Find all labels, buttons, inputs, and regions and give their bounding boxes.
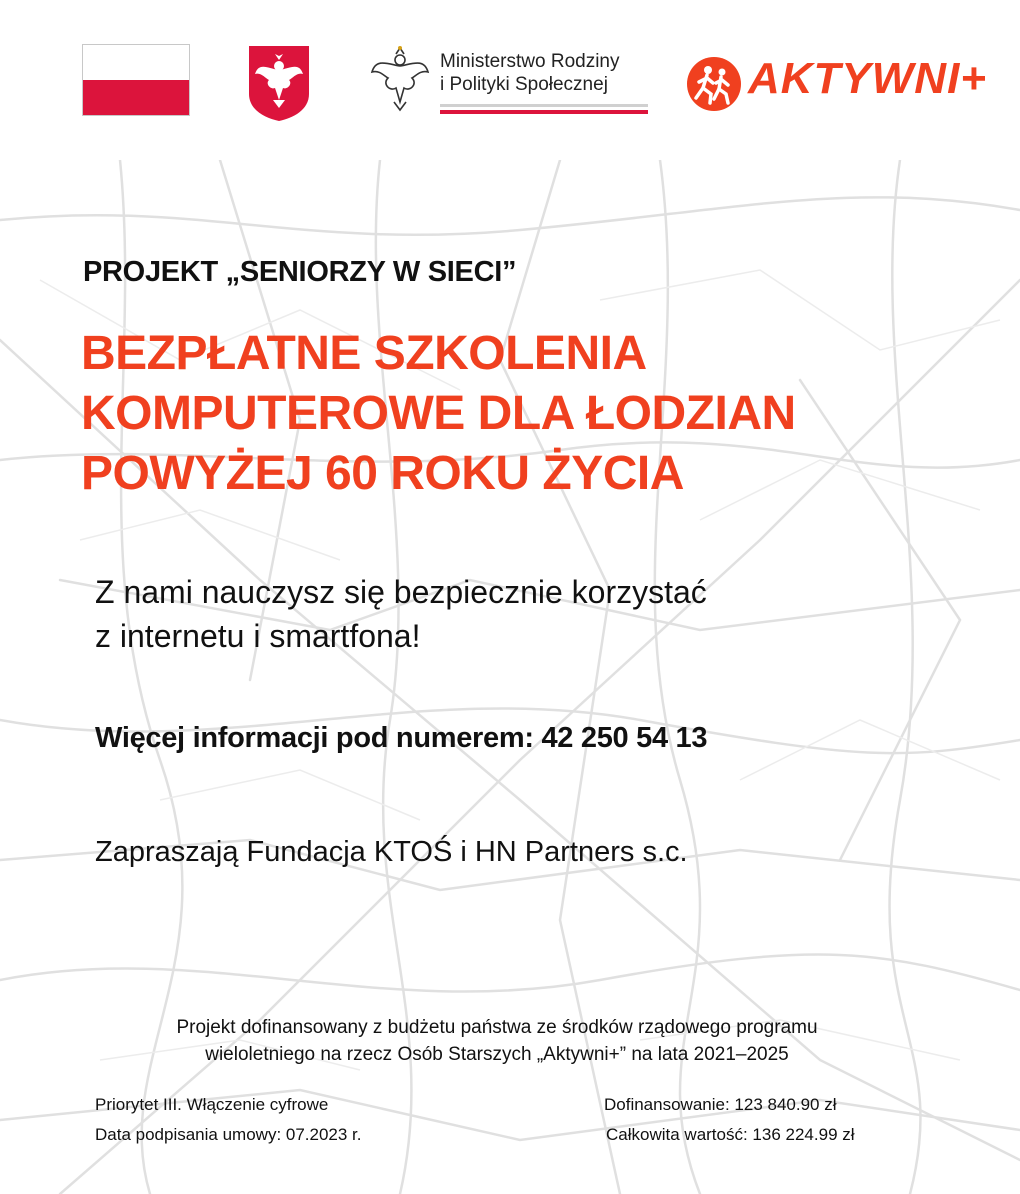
funding-note-line-1: Projekt dofinansowany z budżetu państwa ze środków rządowego programu	[176, 1017, 818, 1038]
cofunding-amount: Dofinansowanie: 123 840.90 zł	[604, 1095, 837, 1114]
contract-date-text: Data podpisania umowy: 07.2023 r.	[95, 1125, 362, 1144]
ministry-name	[440, 50, 620, 96]
intro-line-1: Z nami nauczysz się bezpiecznie korzystać	[95, 574, 707, 610]
headline	[81, 324, 796, 504]
ministry-name-line2: i Polityki Społecznej	[440, 74, 608, 95]
ministry-bar-grey	[440, 104, 648, 107]
headline-line-2: KOMPUTEROWE DLA ŁODZIAN	[81, 387, 796, 440]
project-label: PROJEKT „SENIORZY W SIECI”	[83, 256, 517, 288]
invitation-text: Zapraszają Fundacja KTOŚ i HN Partners s.c.	[95, 836, 688, 868]
intro-line-2: z internetu i smartfona!	[95, 618, 421, 654]
runners-icon	[686, 56, 742, 112]
ministry-bar-red	[440, 110, 648, 114]
polish-flag	[82, 44, 190, 116]
headline-line-1: BEZPŁATNE SZKOLENIA	[81, 327, 647, 380]
ministry-name-line1: Ministerstwo Rodziny	[440, 51, 620, 72]
ministry-logo	[368, 44, 650, 118]
aktywni-logo	[686, 52, 987, 116]
contact-phone-info: Więcej informacji pod numerem: 42 250 54 13	[95, 722, 708, 754]
headline-line-3: POWYŻEJ 60 ROKU ŻYCIA	[81, 447, 684, 500]
aktywni-wordmark: AKTYWNI+	[748, 54, 987, 103]
coat-of-arms-icon	[247, 44, 311, 122]
priority-text: Priorytet III. Włączenie cyfrowe	[95, 1095, 329, 1114]
funding-note	[40, 1014, 954, 1068]
funding-note-line-2: wieloletniego na rzecz Osób Starszych „Aktywni+” na lata 2021–2025	[205, 1044, 789, 1065]
total-value-amount: Całkowita wartość: 136 224.99 zł	[606, 1125, 855, 1144]
intro-text	[95, 570, 707, 658]
eagle-icon	[368, 44, 432, 114]
